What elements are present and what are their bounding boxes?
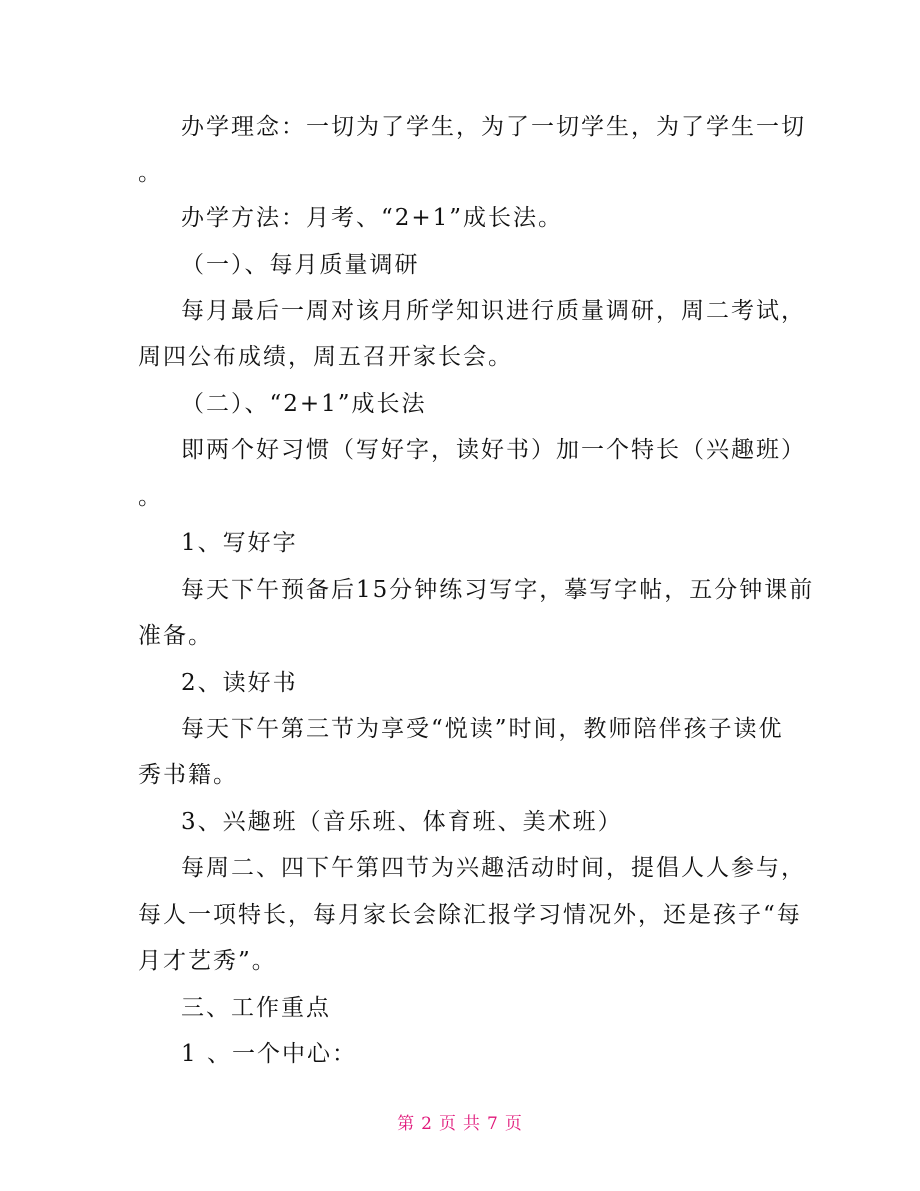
heading-interest-class: 3、兴趣班（音乐班、体育班、美术班） (181, 809, 623, 835)
heading-growth-method: （二）、“2+1”成长法 (181, 391, 427, 417)
paragraph-interest-class-end: 月才艺秀”。 (138, 948, 277, 974)
footer-prefix: 第 (397, 1114, 416, 1134)
heading-writing: 1、写好字 (181, 530, 298, 556)
paragraph-interest-class: 每周二、四下午第四节为兴趣活动时间，提倡人人参与， (181, 855, 806, 881)
paragraph-reading: 每天下午第三节为享受“悦读”时间，教师陪伴孩子读优 (181, 716, 784, 742)
page-footer (0, 1112, 920, 1136)
paragraph-philosophy-cont: 。 (138, 160, 163, 186)
paragraph-growth-method: 即两个好习惯（写好字，读好书）加一个特长（兴趣班） (181, 437, 806, 463)
footer-total-label: 共 (463, 1114, 481, 1134)
paragraph-writing-cont: 准备。 (138, 623, 213, 649)
heading-work-focus: 三、工作重点 (181, 995, 331, 1021)
heading-reading: 2、读好书 (181, 670, 298, 696)
paragraph-philosophy: 办学理念：一切为了学生，为了一切学生，为了学生一切 (181, 114, 806, 140)
paragraph-method: 办学方法：月考、“2+1”成长法。 (181, 205, 564, 231)
paragraph-monthly-survey: 每月最后一周对该月所学知识进行质量调研，周二考试， (181, 298, 806, 324)
footer-page-label: 页 (439, 1114, 457, 1134)
footer-page-end-label: 页 (504, 1114, 523, 1134)
paragraph-monthly-survey-cont: 周四公布成绩，周五召开家长会。 (138, 344, 513, 370)
footer-current-page: 2 (421, 1114, 433, 1134)
heading-monthly-survey: （一）、每月质量调研 (181, 252, 420, 278)
paragraph-reading-cont: 秀书籍。 (138, 762, 238, 788)
heading-one-center: 1 、一个中心： (181, 1041, 357, 1067)
paragraph-writing: 每天下午预备后15分钟练习写字，摹写字帖，五分钟课前 (181, 577, 815, 603)
footer-total-pages: 7 (487, 1114, 499, 1134)
paragraph-growth-method-cont: 。 (138, 484, 163, 510)
paragraph-interest-class-cont: 每人一项特长，每月家长会除汇报学习情况外，还是孩子“每 (138, 902, 802, 928)
